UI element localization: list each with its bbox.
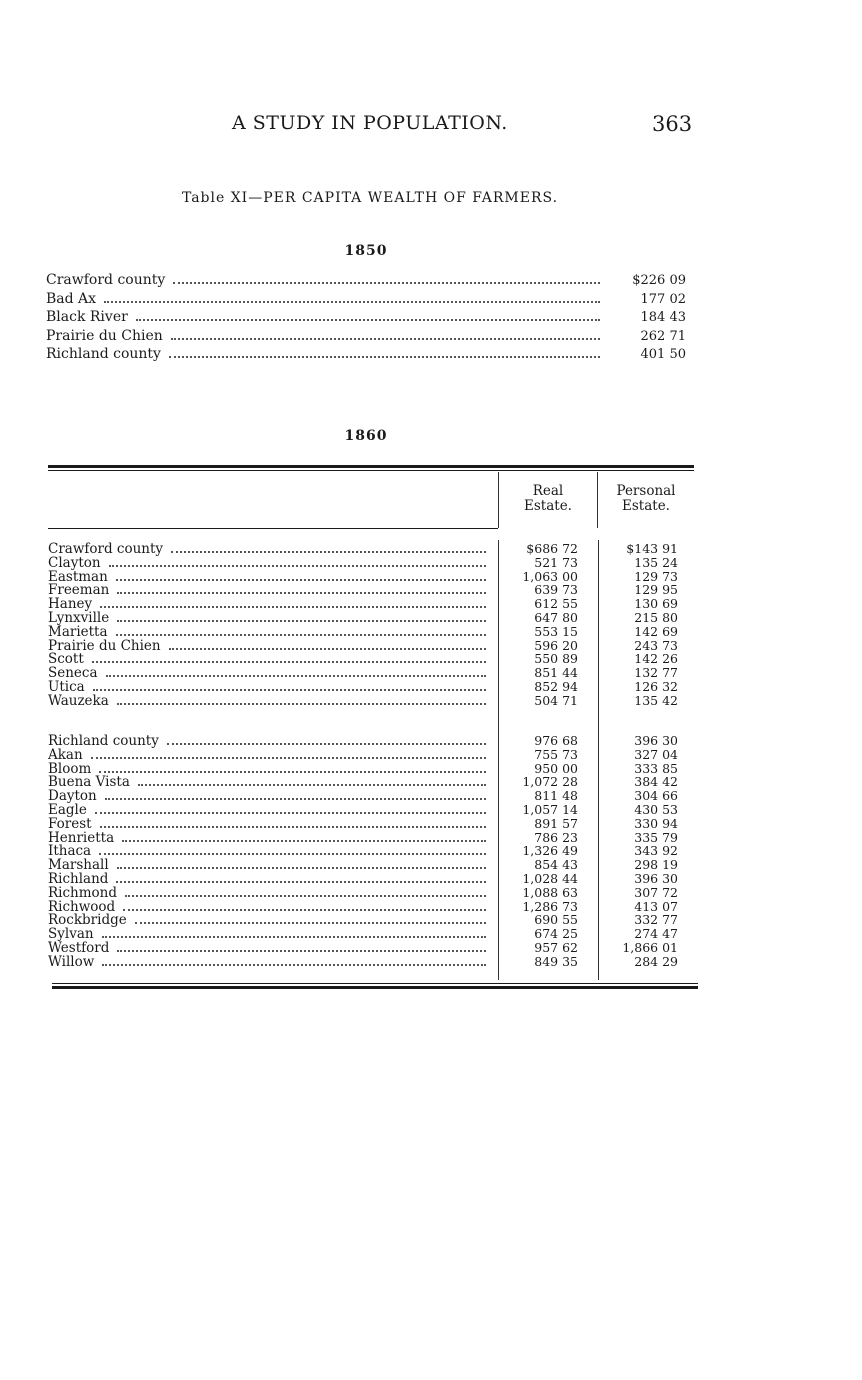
real-estate-value: 851 44	[534, 665, 578, 681]
table-row	[48, 817, 688, 831]
year-heading-1850: 1850	[344, 243, 388, 259]
row-label: Akan	[48, 746, 83, 763]
personal-estate-value: 333 85	[634, 760, 678, 776]
table-row	[48, 734, 688, 748]
table-row	[46, 346, 686, 365]
row-label: Dayton	[48, 788, 97, 805]
personal-estate-value: 142 26	[634, 651, 678, 667]
table-row	[48, 803, 688, 817]
personal-header-line1: Personal	[616, 483, 676, 499]
dot-leader	[93, 688, 486, 691]
dot-leader	[122, 839, 486, 842]
table-row	[48, 625, 688, 639]
personal-estate-value: 384 42	[634, 774, 678, 790]
bottom-rule-thin	[52, 983, 698, 984]
table-row	[48, 913, 688, 927]
crawford-county-group	[48, 542, 688, 708]
dot-leader	[117, 619, 486, 622]
real-estate-value: 852 94	[534, 678, 578, 694]
dot-leader	[100, 605, 486, 608]
row-label: Black River	[46, 309, 128, 325]
table-row	[48, 556, 688, 570]
real-estate-value: 891 57	[534, 815, 578, 831]
personal-estate-value: 327 04	[634, 746, 678, 762]
dot-leader	[102, 935, 486, 938]
table-row	[46, 272, 686, 291]
dot-leader	[117, 949, 486, 952]
richland-county-group	[48, 734, 688, 969]
dot-leader	[169, 355, 600, 358]
personal-estate-value: $143 91	[626, 541, 678, 556]
personal-estate-value: 129 73	[634, 568, 678, 584]
dot-leader	[171, 550, 486, 553]
real-estate-value: 1,286 73	[522, 898, 578, 914]
dot-leader	[169, 647, 486, 650]
row-label: Forest	[48, 815, 92, 832]
personal-estate-value: 304 66	[634, 788, 678, 804]
dot-leader	[171, 337, 600, 340]
dot-leader	[167, 742, 486, 745]
table-row	[48, 694, 688, 708]
table-row	[48, 955, 688, 969]
table-row	[48, 570, 688, 584]
running-title: A STUDY IN POPULATION.	[232, 112, 508, 134]
row-label: Clayton	[48, 554, 101, 571]
personal-estate-value: 430 53	[634, 801, 678, 817]
personal-estate-value: 126 32	[634, 678, 678, 694]
dot-leader	[116, 633, 486, 636]
row-label: Buena Vista	[48, 774, 130, 791]
table-row	[48, 666, 688, 680]
real-estate-value: $686 72	[526, 541, 578, 556]
row-label: Richland county	[46, 346, 161, 362]
table-row	[48, 775, 688, 789]
personal-estate-value: 298 19	[634, 857, 678, 873]
personal-estate-value: 335 79	[634, 829, 678, 845]
personal-estate-value: 330 94	[634, 815, 678, 831]
table-row	[46, 291, 686, 310]
row-amount: 262 71	[640, 328, 686, 344]
row-amount: 401 50	[640, 347, 686, 362]
dot-leader	[95, 811, 486, 814]
real-estate-value: 786 23	[534, 829, 578, 845]
row-label: Rockbridge	[48, 912, 127, 929]
real-estate-value: 639 73	[534, 582, 578, 598]
real-estate-value: 976 68	[534, 733, 578, 748]
row-label: Bad Ax	[46, 290, 97, 307]
real-estate-value: 1,057 14	[522, 801, 578, 817]
table-row	[48, 597, 688, 611]
real-estate-value: 647 80	[534, 609, 578, 625]
dot-leader	[116, 578, 486, 581]
personal-estate-value: 274 47	[634, 926, 678, 942]
row-label: Eastman	[48, 568, 108, 585]
real-estate-value: 854 43	[534, 857, 578, 873]
row-label: Utica	[48, 678, 85, 695]
personal-estate-value: 135 42	[634, 692, 678, 708]
table-row	[48, 831, 688, 845]
personal-estate-value: 132 77	[634, 665, 678, 681]
dot-leader	[91, 756, 486, 759]
table-row	[48, 583, 688, 597]
personal-estate-value: 343 92	[634, 843, 678, 859]
real-estate-value: 755 73	[534, 746, 578, 762]
dot-leader	[100, 825, 486, 828]
row-label: Marshall	[48, 857, 109, 874]
table-row	[48, 652, 688, 666]
row-amount: 177 02	[640, 291, 686, 307]
personal-estate-value: 1,866 01	[622, 939, 678, 955]
top-rule-thin	[48, 470, 694, 471]
row-label: Westford	[48, 939, 110, 956]
personal-estate-value: 129 95	[634, 582, 678, 598]
personal-estate-value: 142 69	[634, 623, 678, 639]
real-estate-value: 849 35	[534, 953, 578, 969]
personal-estate-value: 307 72	[634, 884, 678, 900]
dot-leader	[138, 783, 486, 786]
row-label: Scott	[48, 651, 84, 668]
bottom-rule-thick	[52, 986, 698, 989]
table-row	[48, 611, 688, 625]
row-amount: $226 09	[632, 273, 686, 288]
dot-leader	[106, 674, 486, 677]
row-label: Wauzeka	[48, 692, 109, 709]
row-label: Freeman	[48, 582, 110, 599]
row-label: Henrietta	[48, 829, 115, 846]
dot-leader	[117, 866, 486, 869]
column-header-personal-estate	[598, 484, 694, 514]
table-row	[48, 680, 688, 694]
column-divider-1	[498, 472, 499, 528]
dot-leader	[99, 770, 486, 773]
dot-leader	[123, 908, 486, 911]
dot-leader	[102, 963, 486, 966]
row-label: Seneca	[48, 665, 98, 682]
dot-leader	[92, 660, 486, 663]
real-estate-value: 612 55	[534, 596, 578, 612]
personal-estate-value: 413 07	[634, 898, 678, 914]
real-estate-value: 521 73	[534, 554, 578, 570]
real-estate-value: 690 55	[534, 912, 578, 928]
dot-leader	[99, 852, 486, 855]
dot-leader	[109, 564, 486, 567]
page-number: 363	[652, 112, 693, 136]
real-estate-value: 553 15	[534, 623, 578, 639]
personal-estate-value: 396 30	[634, 870, 678, 886]
real-estate-value: 1,063 00	[522, 568, 578, 584]
table-row	[46, 309, 686, 328]
real-estate-value: 504 71	[534, 692, 578, 708]
table-row	[48, 748, 688, 762]
table-1850	[46, 272, 686, 365]
real-estate-value: 1,326 49	[522, 843, 578, 859]
header-rule	[48, 528, 498, 529]
real-estate-value: 1,028 44	[522, 870, 578, 886]
row-label: Bloom	[48, 760, 92, 777]
real-estate-value: 596 20	[534, 637, 578, 653]
row-label: Richwood	[48, 898, 116, 915]
top-rule-thick	[48, 465, 694, 468]
dot-leader	[116, 880, 486, 883]
table-row	[48, 872, 688, 886]
table-title: Table XI—PER CAPITA WEALTH OF FARMERS.	[181, 190, 559, 206]
table-row	[48, 762, 688, 776]
real-estate-value: 957 62	[534, 939, 578, 955]
table-row	[48, 542, 688, 556]
table-row	[48, 900, 688, 914]
real-estate-value: 1,088 63	[522, 884, 578, 900]
row-label: Richmond	[48, 884, 118, 901]
table-row	[48, 858, 688, 872]
row-amount: 184 43	[640, 310, 686, 325]
personal-estate-value: 284 29	[634, 953, 678, 969]
real-estate-value: 950 00	[534, 760, 578, 776]
personal-estate-value: 396 30	[634, 733, 678, 748]
real-header-line1: Real	[532, 483, 564, 499]
personal-header-line2: Estate.	[622, 498, 670, 514]
real-estate-value: 550 89	[534, 651, 578, 667]
row-label: Prairie du Chien	[46, 327, 163, 344]
row-label: Marietta	[48, 623, 108, 640]
table-row	[48, 639, 688, 653]
personal-estate-value: 135 24	[634, 554, 678, 570]
personal-estate-value: 332 77	[634, 912, 678, 928]
dot-leader	[173, 281, 600, 284]
dot-leader	[135, 921, 486, 924]
row-label: Crawford county	[46, 272, 166, 288]
column-header-real-estate	[500, 484, 596, 514]
real-header-line2: Estate.	[524, 498, 572, 514]
row-label: Prairie du Chien	[48, 637, 161, 654]
row-label: Richland	[48, 870, 109, 887]
row-label: Lynxville	[48, 609, 110, 626]
row-label: Haney	[48, 596, 93, 613]
real-estate-value: 674 25	[534, 926, 578, 942]
row-label: Crawford county	[48, 541, 164, 557]
dot-leader	[125, 894, 486, 897]
dot-leader	[117, 591, 486, 594]
row-label: Richland county	[48, 733, 159, 749]
row-label: Ithaca	[48, 843, 92, 860]
table-row	[46, 328, 686, 347]
year-heading-1860: 1860	[344, 428, 388, 444]
personal-estate-value: 130 69	[634, 596, 678, 612]
real-estate-value: 811 48	[534, 788, 578, 804]
dot-leader	[105, 797, 486, 800]
table-row	[48, 941, 688, 955]
row-label: Sylvan	[48, 926, 94, 943]
running-head	[0, 112, 862, 142]
dot-leader	[104, 300, 600, 303]
table-row	[48, 886, 688, 900]
personal-estate-value: 243 73	[634, 637, 678, 653]
table-row	[48, 844, 688, 858]
row-label: Eagle	[48, 801, 87, 818]
dot-leader	[117, 702, 486, 705]
table-row	[48, 789, 688, 803]
table-row	[48, 927, 688, 941]
dot-leader	[136, 318, 600, 321]
real-estate-value: 1,072 28	[522, 774, 578, 790]
row-label: Willow	[48, 953, 95, 970]
personal-estate-value: 215 80	[634, 609, 678, 625]
